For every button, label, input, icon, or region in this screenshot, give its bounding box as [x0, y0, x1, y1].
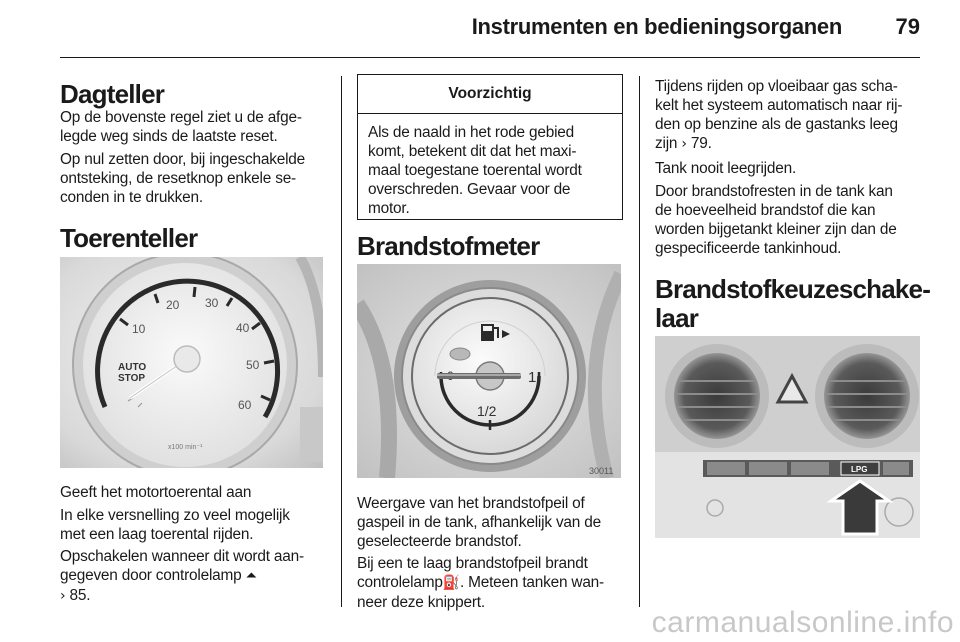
dagteller-paragraph-2: Op nul zetten door, bij ingeschakelde ontsteking, de resetknop enkele se- conden in te drukken. — [60, 151, 306, 206]
column3-page-reference: 79. — [690, 135, 712, 152]
toerenteller-page-reference: 85. — [69, 587, 91, 604]
tach-tick-10: 10 — [132, 322, 146, 336]
page-number: 79 — [895, 14, 920, 39]
column3-paragraph-1 — [655, 77, 945, 154]
tach-tick-20: 20 — [166, 298, 180, 312]
fuel-selector-figure — [655, 336, 920, 538]
shift-up-lamp-icon: ⏶ — [245, 568, 257, 584]
toerenteller-paragraph-3-text: Opschakelen wanneer dit wordt aan- gegeven door controlelamp — [60, 548, 304, 584]
fuel-gauge-illustration — [357, 264, 621, 478]
figure-code: 30011 — [589, 466, 614, 476]
tach-tick-60: 60 — [238, 398, 252, 412]
fuel-label-half: 1/2 — [477, 403, 497, 419]
fuel-selector-illustration — [655, 336, 920, 538]
fuel-gauge-figure — [357, 264, 621, 478]
tachometer-figure — [60, 257, 323, 468]
header-rule — [60, 57, 920, 58]
tach-tick-40: 40 — [236, 321, 250, 335]
tach-unit-label: x100 min⁻¹ — [168, 444, 203, 451]
brandstofmeter-paragraph-2-text-b: . Meteen tanken wan- neer deze knippert. — [357, 574, 604, 611]
tachometer-illustration — [60, 257, 323, 468]
toerenteller-paragraph-3 — [60, 547, 345, 606]
tach-tick-50: 50 — [246, 358, 260, 372]
lpg-button-label: LPG — [851, 465, 868, 474]
section-heading-brandstofkeuzeschakelaar: Brandstofkeuzeschake- laar — [655, 274, 931, 333]
page-header — [0, 0, 960, 58]
section-heading-brandstofmeter: Brandstofmeter — [357, 231, 540, 261]
reference-arrow-icon: › — [681, 136, 687, 152]
autostop-label-auto: AUTO — [118, 362, 147, 373]
column3-paragraph-1-text: Tijdens rijden op vloeibaar gas scha- kelt het systeem automatisch naar rij- den op benzine als de gastanks leeg zijn — [655, 78, 903, 152]
toerenteller-paragraph-1: Geeft het motortoerental aan — [60, 484, 252, 501]
fuel-lamp-icon: ⛽ — [442, 575, 460, 591]
column3-paragraph-2: Tank nooit leegrijden. — [655, 160, 797, 177]
autostop-label-stop: STOP — [118, 373, 146, 384]
caution-box — [357, 74, 623, 220]
section-heading-dagteller: Dagteller — [60, 79, 165, 109]
toerenteller-paragraph-2: In elke versnelling zo veel mogelijk met een laag toerental rijden. — [60, 507, 290, 543]
watermark: carmanualsonline.info — [651, 606, 954, 639]
fuel-label-full: 1 — [528, 369, 537, 386]
caution-text: Als de naald in het rode gebied komt, betekent dit dat het maxi- maal toegestane toerental wordt overschreden. Gevaar voor de motor. — [368, 124, 582, 217]
brandstofmeter-paragraph-2 — [357, 554, 642, 612]
tach-tick-30: 30 — [205, 296, 219, 310]
dagteller-paragraph-1: Op de bovenste regel ziet u de afge- legde weg sinds de laatste reset. — [60, 109, 302, 145]
reference-arrow-icon: › — [60, 588, 66, 604]
section-heading-toerenteller: Toerenteller — [60, 223, 198, 253]
column3-paragraph-3: Door brandstofresten in de tank kan de hoeveelheid brandstof die kan worden bijgetankt kleiner zijn dan de gespecificeerde tankinhoud. — [655, 183, 897, 257]
brandstofmeter-paragraph-1: Weergave van het brandstofpeil of gaspeil in de tank, afhankelijk van de geselecteerde brandstof. — [357, 495, 601, 550]
brandstofmeter-paragraph-2-text-a: Bij een te laag brandstofpeil brandt controlelamp — [357, 555, 588, 591]
caution-title: Voorzichtig — [358, 75, 622, 114]
page-title: Instrumenten en bedieningsorganen — [471, 14, 842, 39]
